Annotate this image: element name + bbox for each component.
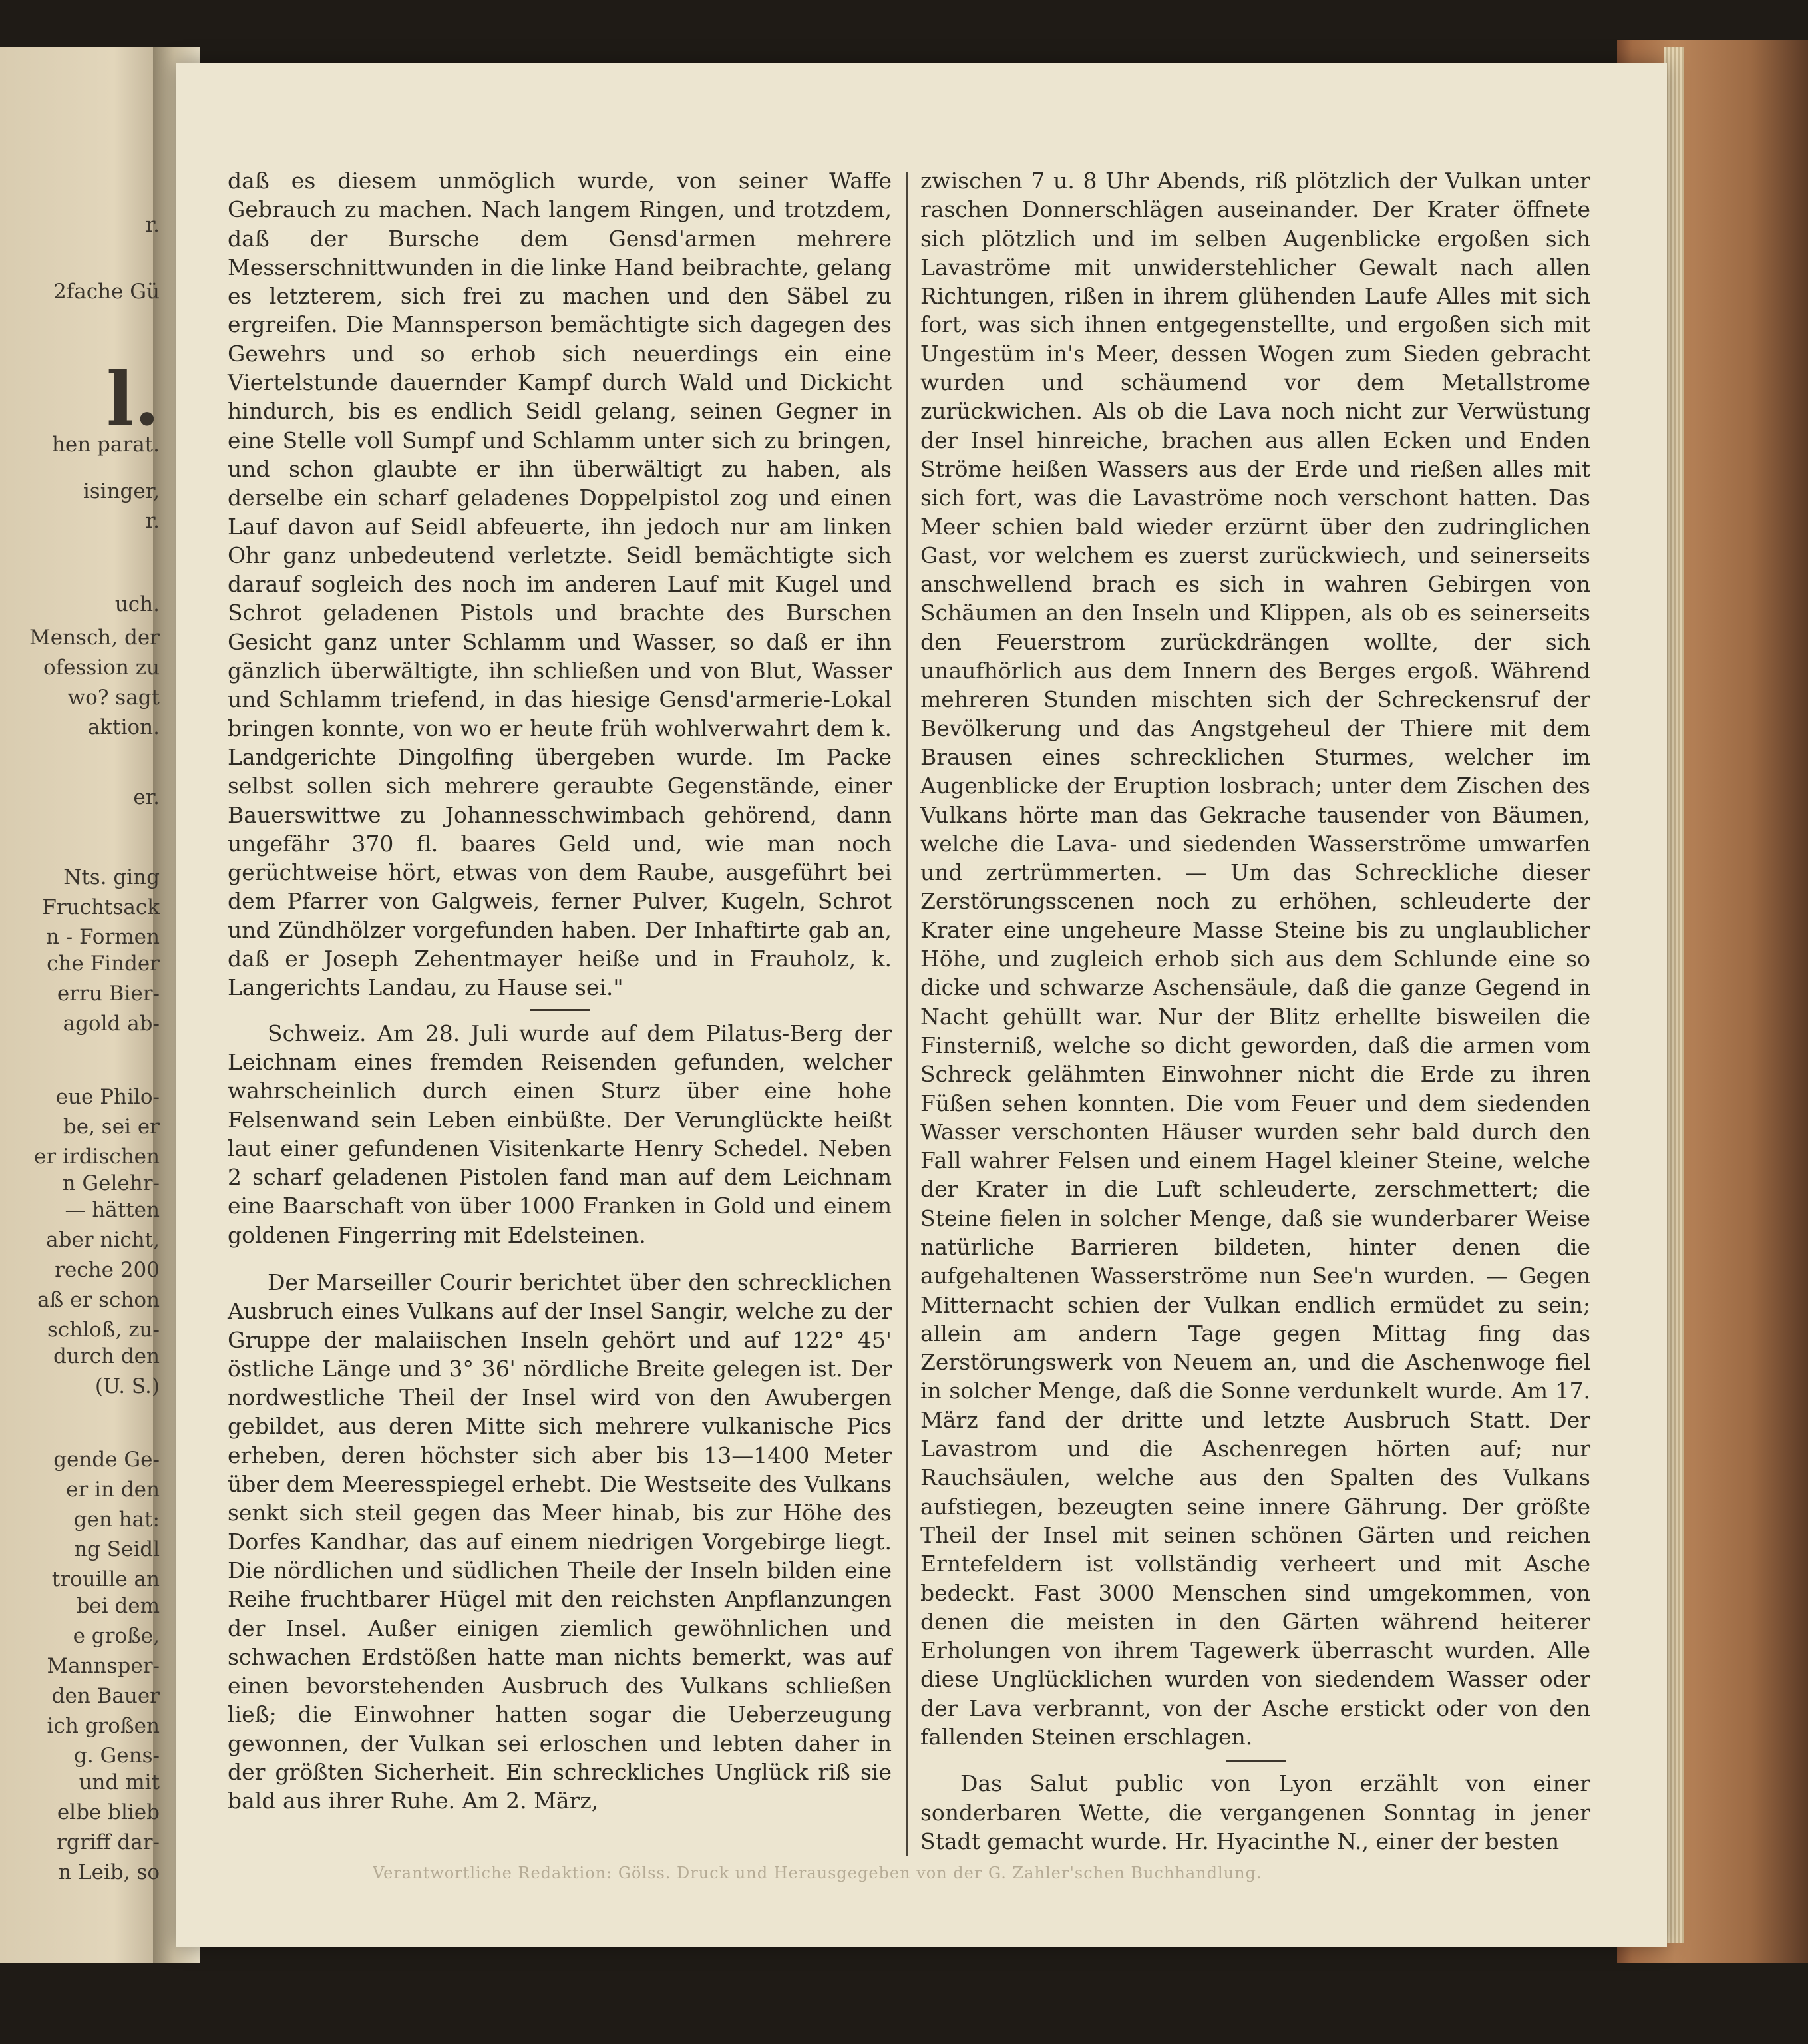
article-paragraph: Das Salut public von Lyon erzählt von einer sonderbaren Wette, die vergangenen Sonntag in jener Stadt gemacht wurde. Hr. Hyacinthe N., einer der besten: [920, 1770, 1590, 1854]
left-page-line: durch den: [53, 1344, 160, 1368]
left-page-line: gende Ge-: [53, 1448, 160, 1472]
left-page-line: wo? sagt: [67, 686, 160, 710]
left-page-line: den Bauer: [51, 1684, 160, 1708]
left-page-line: — hätten: [65, 1198, 160, 1222]
left-page-line: aß er schon: [37, 1288, 160, 1312]
left-page-line: er irdischen: [33, 1145, 160, 1169]
left-page-line: agold ab-: [63, 1012, 160, 1036]
left-page-line: elbe blieb: [57, 1800, 160, 1824]
left-page-line: r.: [145, 213, 160, 237]
right-column: [920, 166, 1590, 1856]
article-paragraph: daß es diesem unmöglich wurde, von seiner Waffe Gebrauch zu machen. Nach langem Ringen, und trotzdem, daß der Bursche dem Gensd'armen mehrere Messerschnittwunden in die linke Hand beibrachte, gelang es letzterem, sich frei zu machen und den Säbel zu ergreifen. Die Mannsperson bemächtigte sich dagegen des Gewehrs und so erhob sich neuerdings ein eine Viertelstunde dauernder Kampf durch Wald und Dickicht hindurch, bis es endlich Seidl gelang, seinen Gegner in eine Stelle voll Sumpf und Schlamm unter sich zu bringen, und schon glaubte er ihn überwältigt zu haben, als derselbe ein scharf geladenes Doppelpistol zog und einen Lauf davon auf Seidl abfeuerte, ihn jedoch nur am linken Ohr ganz unbedeutend verletzte. Seidl bemächtigte sich darauf sogleich des noch im anderen Lauf mit Kugel und Schrot geladenen Pistols und brachte des Burschen Gesicht ganz unter Schlamm und Wasser, so daß er ihn gänzlich überwältigte, ihn schließen und von Blut, Wasser und Schlamm triefend, in das hiesige Gensd'armerie-Lokal bringen konnte, von wo er heute früh wohlverwahrt dem k. Landgerichte Dingolfing übergeben wurde. Im Packe selbst sollen sich mehrere geraubte Gegenstände, einer Bauerswittwe zu Johannesschwimbach gehörend, dann ungefähr 370 fl. baares Geld und, wie man noch gerüchtweise hört, etwas von dem Raube, ausgeführt bei dem Pfarrer von Galgweis, ferner Pulver, Kugeln, Schrot und Zündhölzer vorgefunden haben. Der Inhaftirte gab an, daß er Joseph Zehentmayer heiße und in Frauholz, k. Langerichts Landau, zu Hause sei.": [228, 168, 892, 1001]
article-paragraph: Schweiz. Am 28. Juli wurde auf dem Pilatus-Berg der Leichnam eines fremden Reisenden gefunden, welcher wahrscheinlich durch einen Sturz über eine hohe Felsenwand sein Leben einbüßte. Der Verunglückte heißt laut einer gefundenen Visitenkarte Henry Schedel. Neben 2 scharf geladenen Pistolen fand man auf dem Leichnam eine Baarschaft von über 1000 Franken in Gold und einem goldenen Fingerring mit Edelsteinen.: [228, 1020, 892, 1248]
left-page-line: l.: [106, 356, 160, 442]
left-page-line: eue Philo-: [55, 1085, 160, 1109]
left-page-line: ng Seidl: [74, 1537, 160, 1561]
left-page-line: rgriff dar-: [57, 1830, 160, 1854]
left-page-line: r.: [145, 509, 160, 533]
article-paragraph: Der Marseiller Courir berichtet über den schrecklichen Ausbruch eines Vulkans auf der Insel Sangir, welche zu der Gruppe der malaiischen Inseln gehört und auf 122° 45' östliche Länge und 3° 36' nördliche Breite gelegen ist. Der nordwestliche Theil der Insel wird von den Awubergen gebildet, aus deren Mitte sich mehrere vulkanische Pics erheben, deren höchster sich aber bis 13—1400 Meter über dem Meeresspiegel erhebt. Die Westseite des Vulkans senkt sich steil gegen das Meer hinab, bis zur Höhe des Dorfes Kandhar, das auf einem niedrigen Vorgebirge liegt. Die nördlichen und südlichen Theile der Inseln bilden eine Reihe fruchtbarer Hügel mit den reichsten Anpflanzungen der Insel. Außer einigen ziemlich gewöhnlichen und schwachen Erdstößen hatte man nichts bemerkt, was auf einen bevorstehenden Ausbruch des Vulkans schließen ließ; die Einwohner hatten sogar die Ueberzeugung gewonnen, der Vulkan sei erloschen und lebten daher in der größten Sicherheit. Ein schreckliches Unglück riß sie bald aus ihrer Ruhe. Am 2. März,: [228, 1269, 892, 1814]
left-page-line: Nts. ging: [63, 865, 160, 889]
separator-rule: [1226, 1760, 1286, 1762]
column-divider: [906, 172, 908, 1856]
left-page-line: hen parat.: [51, 433, 160, 457]
left-page-line: Fruchtsack: [42, 895, 160, 919]
left-page-line: erru Bier-: [57, 982, 160, 1006]
left-page-line: er in den: [66, 1478, 160, 1502]
article-paragraph: zwischen 7 u. 8 Uhr Abends, riß plötzlich der Vulkan unter raschen Donnerschlägen auseinander. Der Krater öffnete sich plötzlich und im selben Augenblicke ergoßen sich Lavaströme mit unwiderstehlicher Gewalt nach allen Richtungen, rißen in ihrem glühenden Laufe Alles mit sich fort, was sich ihnen entgegenstellte, und ergoßen sich mit Ungestüm in's Meer, dessen Wogen zum Sieden gebracht wurden und schäumend vor dem Metallstrome zurückwichen. Als ob die Lava noch nicht zur Verwüstung der Insel hinreiche, brachen aus allen Ecken und Enden Ströme heißen Wassers aus der Erde und rießen alles mit sich fort, was die Lavaströme noch verschont hatten. Das Meer schien bald wieder erzürnt über den zudringlichen Gast, vor welchem es zuerst zurückwiech, und seinerseits anschwellend brach es sich in wahren Gebirgen von Schäumen an den Inseln und Klippen, als ob es seinerseits den Feuerstrom zurückdrängen wollte, der sich unaufhörlich aus dem Innern des Berges ergoß. Während mehreren Stunden mischten sich der Schreckensruf der Bevölkerung und das Angstgeheul der Thiere mit dem Brausen eines schrecklichen Sturmes, welcher im Augenblicke der Eruption losbrach; unter dem Zischen des Vulkans hörte man das Gekrache tausender von Bäumen, welche die Lava- und siedenden Wasserströme umwarfen und zertrümmerten. — Um das Schreckliche dieser Zerstörungsscenen noch zu erhöhen, schleuderte der Krater eine ungeheure Masse Steine bis zu unglaublicher Höhe, und zugleich erhob sich aus dem Schlunde eine so dicke und schwarze Aschensäule, daß die ganze Gegend in Nacht gehüllt war. Nur der Blitz erhellte bisweilen die Finsterniß, welche so dicht geworden, daß die armen vom Schreck gelähmten Einwohner nicht die Erde zu ihren Füßen sehen konnten. Die vom Feuer und dem siedenden Wasser verschonten Häuser wurden sehr bald durch den Fall wahrer Felsen und einem Hagel kleiner Steine, welche der Krater in die Luft schleuderte, zerschmettert; die Steine fielen in solcher Menge, daß sie wunderbarer Weise natürliche Barrieren bildeten, hinter denen die aufgehaltenen Wasserströme nun See'n wurden. — Gegen Mitternacht schien der Vulkan endlich ermüdet zu sein; allein am andern Tage gegen Mittag fing das Zerstörungswerk von Neuem an, und die Aschenwoge fiel in solcher Menge, daß die Sonne verdunkelt wurde. Am 17. März fand der dritte und letzte Ausbruch Statt. Der Lavastrom und die Aschenregen hörten auf; nur Rauchsäulen, welche aus den Spalten des Vulkans aufstiegen, bezeugten seine innere Gährung. Der größte Theil der Insel mit seinen schönen Gärten und reichen Erntefeldern ist vollständig verheert und mit Asche bedeckt. Fast 3000 Menschen sind umgekommen, von denen die meisten in den Gärten während heiterer Erholungen von ihrem Tagewerk überrascht wurden. Alle diese Unglücklichen wurden von siedendem Wasser oder der Lava verbrannt, von der Asche erstickt oder von den fallenden Steinen erschlagen.: [920, 168, 1590, 1750]
left-page-line: aktion.: [87, 715, 160, 739]
left-page-line: ofession zu: [43, 656, 160, 680]
left-page-line: ich großen: [47, 1714, 160, 1738]
left-page-line: n - Formen: [45, 925, 160, 949]
left-page-line: n Gelehr-: [62, 1171, 160, 1195]
left-page-line: Mannsper-: [47, 1654, 160, 1678]
left-page-line: trouille an: [51, 1567, 160, 1591]
left-page-line: schloß, zu-: [47, 1318, 160, 1342]
left-page-line: reche 200: [55, 1258, 160, 1282]
left-page-line: 2fache Gü: [53, 280, 160, 304]
spacer: [530, 1256, 590, 1260]
left-page-line: Mensch, der: [29, 626, 160, 650]
left-page-line: e große,: [73, 1624, 160, 1648]
left-page-line: bei dem: [76, 1594, 160, 1618]
left-page-line: gen hat:: [73, 1508, 160, 1532]
left-page-line: be, sei er: [63, 1115, 160, 1139]
left-page-line: n Leib, so: [58, 1860, 160, 1884]
left-column: [228, 166, 892, 1816]
left-page-line: und mit: [79, 1770, 160, 1794]
left-page-line: uch.: [114, 592, 160, 616]
left-page-line: g. Gens-: [73, 1744, 160, 1768]
left-page-line: aber nicht,: [46, 1228, 160, 1252]
footer-imprint: Verantwortliche Redaktion: Gölss. Druck und Herausgegeben von der G. Zahler'schen Buchhandlung.: [373, 1864, 1262, 1882]
left-page-line: isinger,: [83, 479, 160, 503]
left-page-line: (U. S.): [94, 1374, 160, 1398]
separator-rule: [530, 1009, 590, 1011]
left-page-line: er.: [133, 785, 160, 809]
left-page-line: che Finder: [47, 952, 160, 976]
